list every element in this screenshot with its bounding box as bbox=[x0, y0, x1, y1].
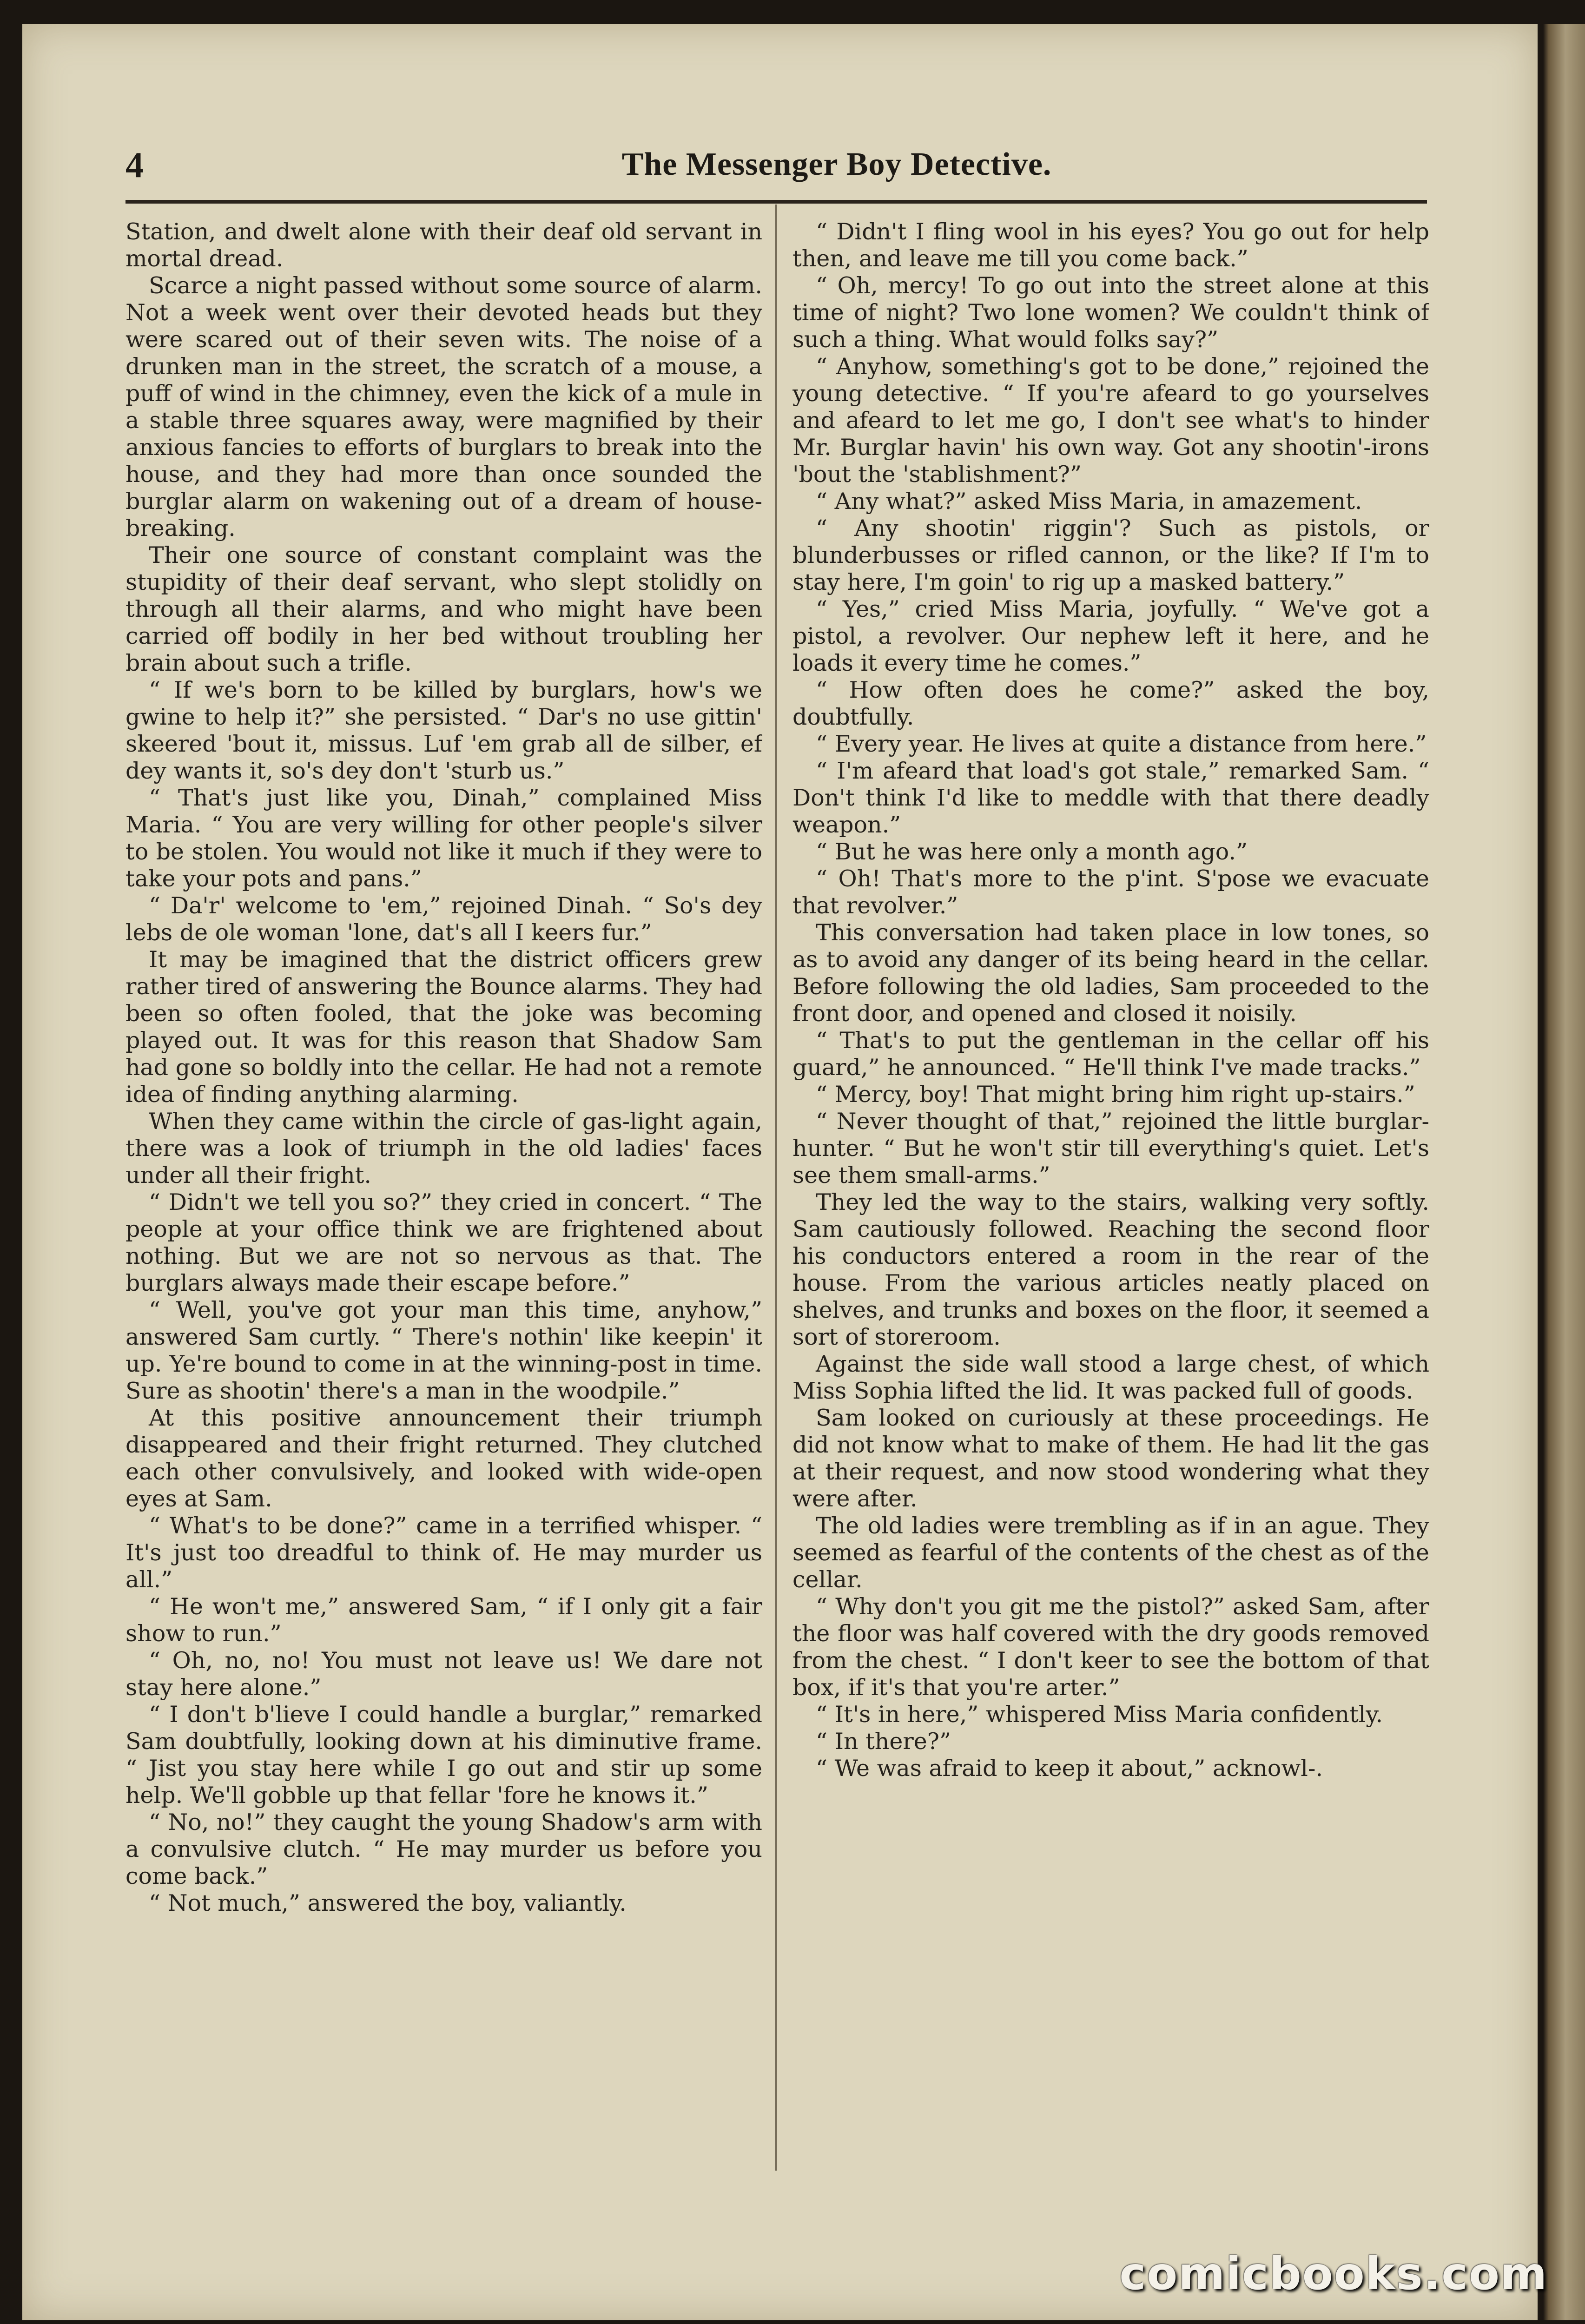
paragraph: Their one source of constant complaint was the stupidity of their deaf servant, who slept stolidly on through all their alarms, and who might have been carried off bodily in her bed without troubling her brain about such a trifle. bbox=[125, 542, 762, 676]
paragraph: “ Da'r' welcome to 'em,” rejoined Dinah. “ So's dey lebs de ole woman 'lone, dat's all I keers fur.” bbox=[125, 892, 762, 946]
paragraph: “ Mercy, boy! That might bring him right up-stairs.” bbox=[816, 1081, 1415, 1108]
paragraph: “ That's to put the gentleman in the cellar off his guard,” he announced. “ He'll think I've made tracks.” bbox=[792, 1027, 1429, 1081]
paragraph: “ In there?” bbox=[816, 1728, 951, 1755]
paragraph: They led the way to the stairs, walking very softly. Sam cautiously followed. Reaching the second floor his conductors entered a room in the rear of the house. From the various articles neatly placed on shelves, and trunks and boxes on the floor, it seemed a sort of storeroom. bbox=[792, 1189, 1429, 1350]
paragraph: “ I don't b'lieve I could handle a burglar,” remarked Sam doubtfully, looking down at his diminutive frame. “ Jist you stay here while I go out and stir up some help. We'll gobble up that fellar 'fore he knows it.” bbox=[125, 1701, 762, 1809]
running-title: The Messenger Boy Detective. bbox=[621, 146, 1052, 182]
paragraph: “ Oh, no, no! You must not leave us! We dare not stay here alone.” bbox=[125, 1647, 762, 1701]
paragraph: Sam looked on curiously at these proceedings. He did not know what to make of them. He had lit the gas at their request, and now stood wondering what they were after. bbox=[792, 1405, 1429, 1512]
right-column bbox=[792, 218, 1429, 2171]
paragraph: “ Didn't we tell you so?” they cried in concert. “ The people at your office think we are frightened about nothing. But we are not so nervous as that. The burglars always made their escape before.” bbox=[125, 1189, 762, 1296]
paragraph: “ Any what?” asked Miss Maria, in amazement. bbox=[816, 488, 1362, 515]
column-divider bbox=[775, 205, 777, 2171]
paragraph: “ No, no!” they caught the young Shadow's arm with a convulsive clutch. “ He may murder us before you come back.” bbox=[125, 1809, 762, 1889]
left-column bbox=[125, 218, 762, 2171]
paragraph: Scarce a night passed without some source of alarm. Not a week went over their devoted heads but they were scared out of their seven wits. The noise of a drunken man in the street, the scratch of a mouse, a puff of wind in the chimney, even the kick of a mule in a stable three squares away, were magnified by their anxious fancies to efforts of burglars to break into the house, and they had more than once sounded the burglar alarm on wakening out of a dream of house-breaking. bbox=[125, 272, 762, 541]
paragraph: “ Any shootin' riggin'? Such as pistols, or blunderbusses or rifled cannon, or the like? If I'm to stay here, I'm goin' to rig up a masked battery.” bbox=[792, 515, 1429, 595]
paragraph: This conversation had taken place in low tones, so as to avoid any danger of its being heard in the cellar. Before following the old ladies, Sam proceeded to the front door, and opened and closed it noisily. bbox=[792, 919, 1429, 1027]
page-number: 4 bbox=[125, 145, 144, 185]
paragraph: “ Well, you've got your man this time, anyhow,” answered Sam curtly. “ There's nothin' like keepin' it up. Ye're bound to come in at the winning-post in time. Sure as shootin' there's a man in the woodpile.” bbox=[125, 1297, 762, 1404]
paragraph: The old ladies were trembling as if in an ague. They seemed as fearful of the contents of the chest as of the cellar. bbox=[792, 1512, 1429, 1593]
paragraph: “ Never thought of that,” rejoined the little burglar-hunter. “ But he won't stir till everything's quiet. Let's see them small-arms.” bbox=[792, 1108, 1429, 1188]
paragraph: “ We was afraid to keep it about,” acknowl-. bbox=[816, 1755, 1323, 1782]
watermark: comicbooks.com bbox=[1119, 2248, 1548, 2300]
paragraph: “ What's to be done?” came in a terrified whisper. “ It's just too dreadful to think of. He may murder us all.” bbox=[125, 1512, 762, 1593]
paragraph: “ Anyhow, something's got to be done,” rejoined the young detective. “ If you're afeard to go yourselves and afeard to let me go, I don't see what's to hinder Mr. Burglar havin' his own way. Got any shootin'-irons 'bout the 'stablishment?” bbox=[792, 353, 1429, 488]
paragraph: Station, and dwelt alone with their deaf old servant in mortal dread. bbox=[125, 218, 762, 272]
paragraph: “ But he was here only a month ago.” bbox=[816, 838, 1248, 865]
bottom-edge bbox=[22, 2320, 1585, 2324]
paragraph: “ Oh, mercy! To go out into the street alone at this time of night? Two lone women? We couldn't think of such a thing. What would folks say?” bbox=[792, 272, 1429, 353]
paragraph: “ Didn't I fling wool in his eyes? You go out for help then, and leave me till you come back.” bbox=[792, 218, 1429, 272]
paragraph: “ That's just like you, Dinah,” complained Miss Maria. “ You are very willing for other people's silver to be stolen. You would not like it much if they were to take your pots and pans.” bbox=[125, 785, 762, 892]
paragraph: “ I'm afeard that load's got stale,” remarked Sam. “ Don't think I'd like to meddle with that there deadly weapon.” bbox=[792, 758, 1429, 838]
header-rule bbox=[125, 200, 1427, 204]
paragraph: “ Not much,” answered the boy, valiantly. bbox=[149, 1890, 627, 1916]
paragraph: “ How often does he come?” asked the boy, doubtfully. bbox=[792, 677, 1429, 730]
paragraph: It may be imagined that the district officers grew rather tired of answering the Bounce alarms. They had been so often fooled, that the joke was becoming played out. It was for this reason that Shadow Sam had gone so boldly into the cellar. He had not a remote idea of finding anything alarming. bbox=[125, 946, 762, 1108]
paragraph: “ Oh! That's more to the p'int. S'pose we evacuate that revolver.” bbox=[792, 865, 1429, 919]
paragraph: “ He won't me,” answered Sam, “ if I only git a fair show to run.” bbox=[125, 1593, 762, 1647]
paragraph: “ Yes,” cried Miss Maria, joyfully. “ We've got a pistol, a revolver. Our nephew left it here, and he loads it every time he comes.” bbox=[792, 596, 1429, 676]
paragraph: “ Every year. He lives at quite a distance from here.” bbox=[816, 731, 1427, 757]
paragraph: When they came within the circle of gas-light again, there was a look of triumph in the old ladies' faces under all their fright. bbox=[125, 1108, 762, 1188]
paragraph: “ Why don't you git me the pistol?” asked Sam, after the floor was half covered with the dry goods removed from the chest. “ I don't keer to see the bottom of that box, if it's that you're arter.” bbox=[792, 1593, 1429, 1701]
page-header bbox=[102, 139, 1432, 195]
paragraph: “ If we's born to be killed by burglars, how's we gwine to help it?” she persisted. “ Dar's no use gittin' skeered 'bout it, missus. Luf 'em grab all de silber, ef dey wants it, so's dey don't 'sturb us.” bbox=[125, 677, 762, 784]
paragraph: At this positive announcement their triumph disappeared and their fright returned. They clutched each other convulsively, and looked with wide-open eyes at Sam. bbox=[125, 1405, 762, 1512]
page-edge-strip bbox=[1538, 24, 1585, 2320]
paragraph: Against the side wall stood a large chest, of which Miss Sophia lifted the lid. It was packed full of goods. bbox=[792, 1351, 1429, 1404]
paragraph: “ It's in here,” whispered Miss Maria confidently. bbox=[816, 1701, 1383, 1728]
